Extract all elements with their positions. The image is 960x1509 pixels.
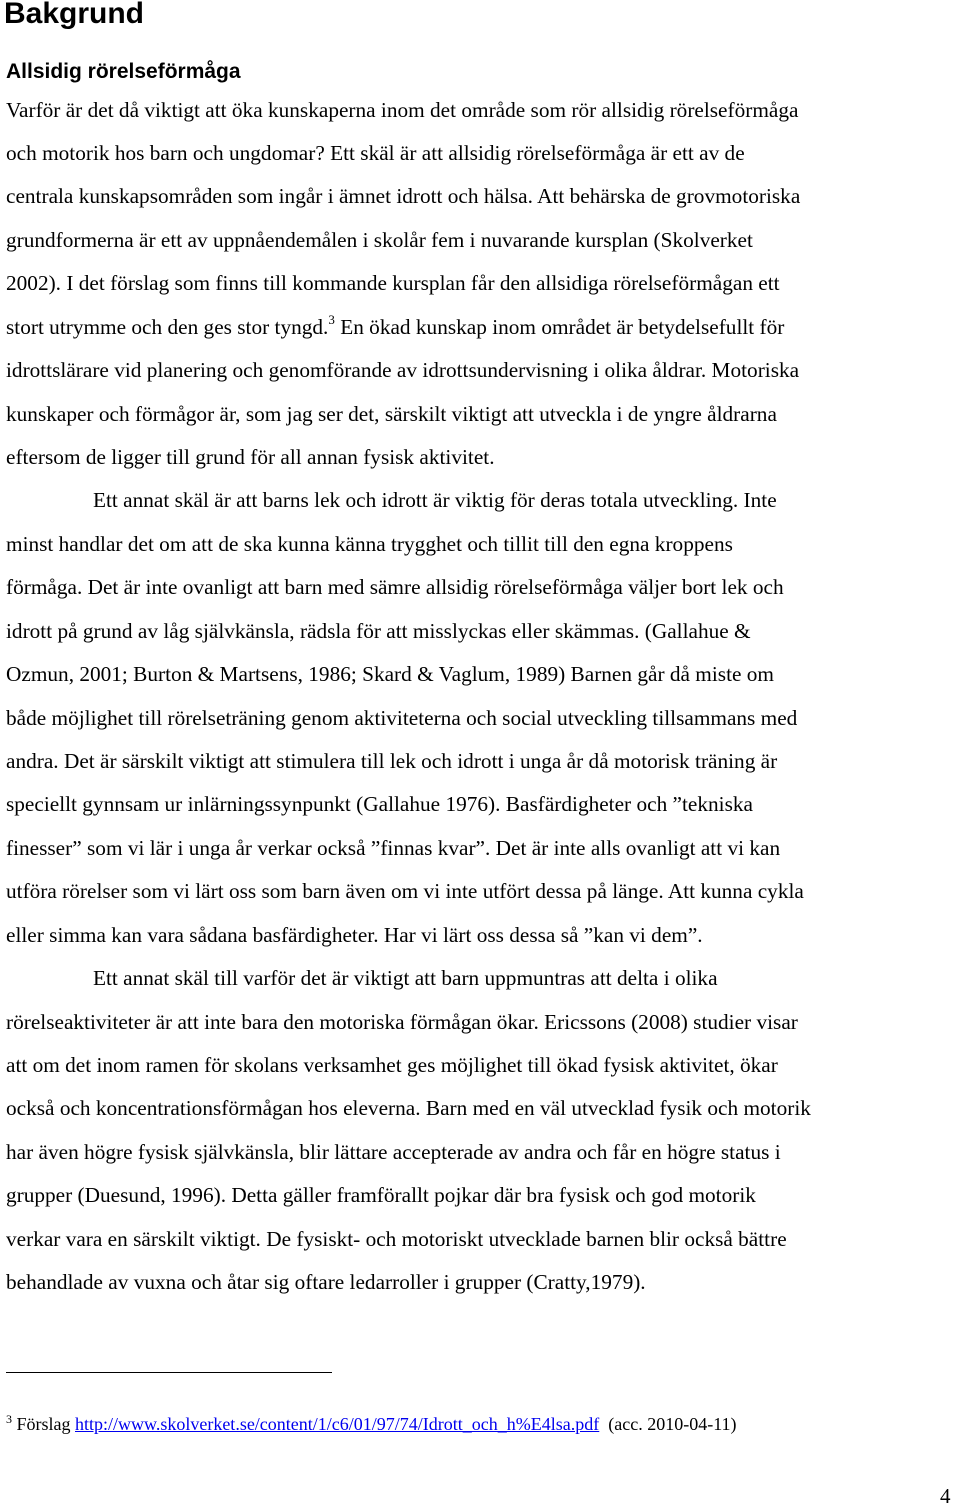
body-line: både möjlighet till rörelseträning genom aktiviteterna och social utveckling tillsammans med <box>6 706 798 730</box>
body-line: förmåga. Det är inte ovanligt att barn med sämre allsidig rörelseförmåga väljer bort lek och <box>6 575 784 599</box>
footnote-divider <box>6 1372 332 1373</box>
body-text: En ökad kunskap inom området är betydelsefullt för <box>334 315 785 339</box>
footnote <box>6 1412 737 1436</box>
body-line: kunskaper och förmågor är, som jag ser det, särskilt viktigt att utveckla i de yngre åldrarna <box>6 402 777 426</box>
subsection-title: Allsidig rörelseförmåga <box>6 60 241 83</box>
body-line: minst handlar det om att de ska kunna känna trygghet och tillit till den egna kroppens <box>6 532 733 556</box>
body-line: rörelseaktiviteter är att inte bara den motoriska förmågan ökar. Ericssons (2008) studier visar <box>6 1010 798 1034</box>
body-line: centrala kunskapsområden som ingår i ämnet idrott och hälsa. Att behärska de grovmotoriska <box>6 184 801 208</box>
footnote-number: 3 <box>6 1412 12 1426</box>
body-line: behandlade av vuxna och åtar sig oftare ledarroller i grupper (Cratty,1979). <box>6 1270 646 1294</box>
body-line: Varför är det då viktigt att öka kunskaperna inom det område som rör allsidig rörelseförmåga <box>6 98 799 122</box>
body-line: speciellt gynnsam ur inlärningssynpunkt (Gallahue 1976). Basfärdigheter och ”tekniska <box>6 792 753 816</box>
body-line: andra. Det är särskilt viktigt att stimulera till lek och idrott i unga år då motorisk träning är <box>6 749 778 773</box>
footnote-access-date: (acc. 2010-04-11) <box>599 1414 737 1434</box>
page-number: 4 <box>940 1484 951 1508</box>
footnote-link[interactable]: http://www.skolverket.se/content/1/c6/01/97/74/Idrott_och_h%E4lsa.pdf <box>75 1414 600 1434</box>
body-line: att om det inom ramen för skolans verksamhet ges möjlighet till ökad fysisk aktivitet, ökar <box>6 1053 778 1077</box>
body-text: stort utrymme och den ges stor tyngd. <box>6 315 329 339</box>
body-line-indented: Ett annat skäl är att barns lek och idrott är viktig för deras totala utveckling. Inte <box>93 488 777 512</box>
body-line: Ozmun, 2001; Burton & Martsens, 1986; Skard & Vaglum, 1989) Barnen går då miste om <box>6 662 774 686</box>
body-line: och motorik hos barn och ungdomar? Ett skäl är att allsidig rörelseförmåga är ett av de <box>6 141 745 165</box>
footnote-reference[interactable]: 3 <box>328 312 335 327</box>
body-line: grupper (Duesund, 1996). Detta gäller framförallt pojkar där bra fysisk och god motorik <box>6 1183 756 1207</box>
body-line: idrottslärare vid planering och genomförande av idrottsundervisning i olika åldrar. Motoriska <box>6 358 800 382</box>
body-line: utföra rörelser som vi lärt oss som barn även om vi inte utfört dessa på länge. Att kunna cykla <box>6 879 804 903</box>
body-line: eller simma kan vara sådana basfärdigheter. Har vi lärt oss dessa så ”kan vi dem”. <box>6 923 703 947</box>
body-line: idrott på grund av låg självkänsla, rädsla för att misslyckas eller skämmas. (Gallahue & <box>6 619 751 643</box>
body-line: verkar vara en särskilt viktigt. De fysiskt- och motoriskt utvecklade barnen blir också bättre <box>6 1227 787 1251</box>
body-line: eftersom de ligger till grund för all annan fysisk aktivitet. <box>6 445 495 469</box>
body-line: finesser” som vi lär i unga år verkar också ”finnas kvar”. Det är inte alls ovanligt att vi kan <box>6 836 781 860</box>
body-line: 2002). I det förslag som finns till kommande kursplan får den allsidiga rörelseförmågan ett <box>6 271 780 295</box>
body-line: grundformerna är ett av uppnåendemålen i skolår fem i nuvarande kursplan (Skolverket <box>6 228 753 252</box>
footnote-prefix: Förslag <box>12 1414 75 1434</box>
body-line: också och koncentrationsförmågan hos eleverna. Barn med en väl utvecklad fysik och motorik <box>6 1096 811 1120</box>
body-line: har även högre fysisk självkänsla, blir lättare accepterade av andra och får en högre status i <box>6 1140 781 1164</box>
section-title: Bakgrund <box>4 0 145 30</box>
body-line-indented: Ett annat skäl till varför det är viktigt att barn uppmuntras att delta i olika <box>93 966 718 990</box>
body-line-with-footnote-ref <box>6 313 784 341</box>
